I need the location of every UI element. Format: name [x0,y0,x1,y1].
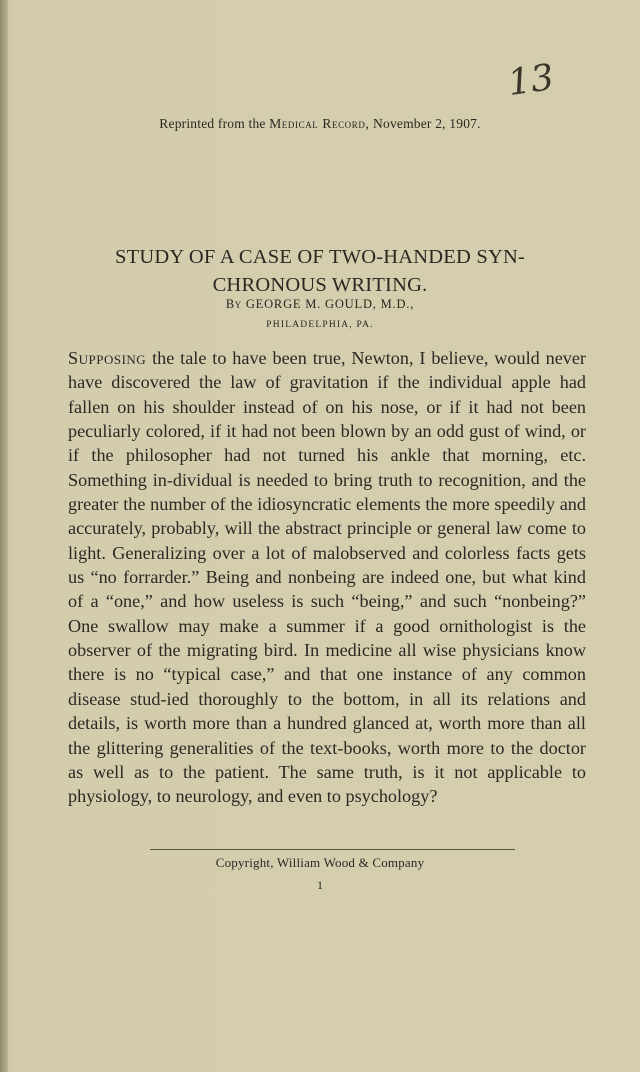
journal-name: Medical Record, [269,116,370,131]
reprint-notice [0,116,640,132]
reprint-prefix: Reprinted from the [159,116,266,131]
author-name: GEORGE M. GOULD, M.D., [245,297,415,311]
page-binding-edge [0,0,8,1072]
reprint-date: November 2, 1907. [373,116,481,131]
article-title [60,243,580,299]
author-location: PHILADELPHIA, PA. [266,320,374,330]
copyright-notice: Copyright, William Wood & Company [215,855,425,870]
title-line-1: STUDY OF A CASE OF TWO-HANDED SYN- [115,246,525,268]
byline [0,297,640,312]
body-text: the tale to have been true, Newton, I believe, would never have discovered the law of gravitation if the individual apple had fallen on his shoulder instead of on his nose, or if it had not been peculiarly colored, if it had not been blown by an odd gust of wind, or if the philosopher had not turned his ankle that morning, etc. Something in-dividual is needed to bring truth to recognition, and the greater the number of the idiosyncratic elements the more speedily and accurately, probably, will the abstract principle or general law come to light. Generalizing over a lot of malobserved and colorless facts gets us “no forrarder.” Being and nonbeing are indeed one, but what kind of a “one,” and how useless is such “being,” and such “nonbeing?” One swallow may make a summer if a good ornithologist is the observer of the migrating bird. In medicine all wise physicians know there is no “typical case,” and that one instance of any common disease stud-ied thoroughly to the bottom, in all its relations and details, is worth more than a hundred glanced at, worth more than all the glittering generalities of the text-books, worth more to the doctor as well as to the patient. The same truth, is it not applicable to physiology, to neurology, and even to psychology? [68,348,586,807]
byline-by: By [225,297,242,311]
lead-word: Supposing [68,348,147,368]
page-number: 1 [317,878,323,892]
handwritten-page-mark: 13 [505,57,557,104]
footer-rule [150,849,515,850]
body-paragraph [68,346,586,809]
title-line-2: CHRONOUS WRITING. [212,274,428,296]
